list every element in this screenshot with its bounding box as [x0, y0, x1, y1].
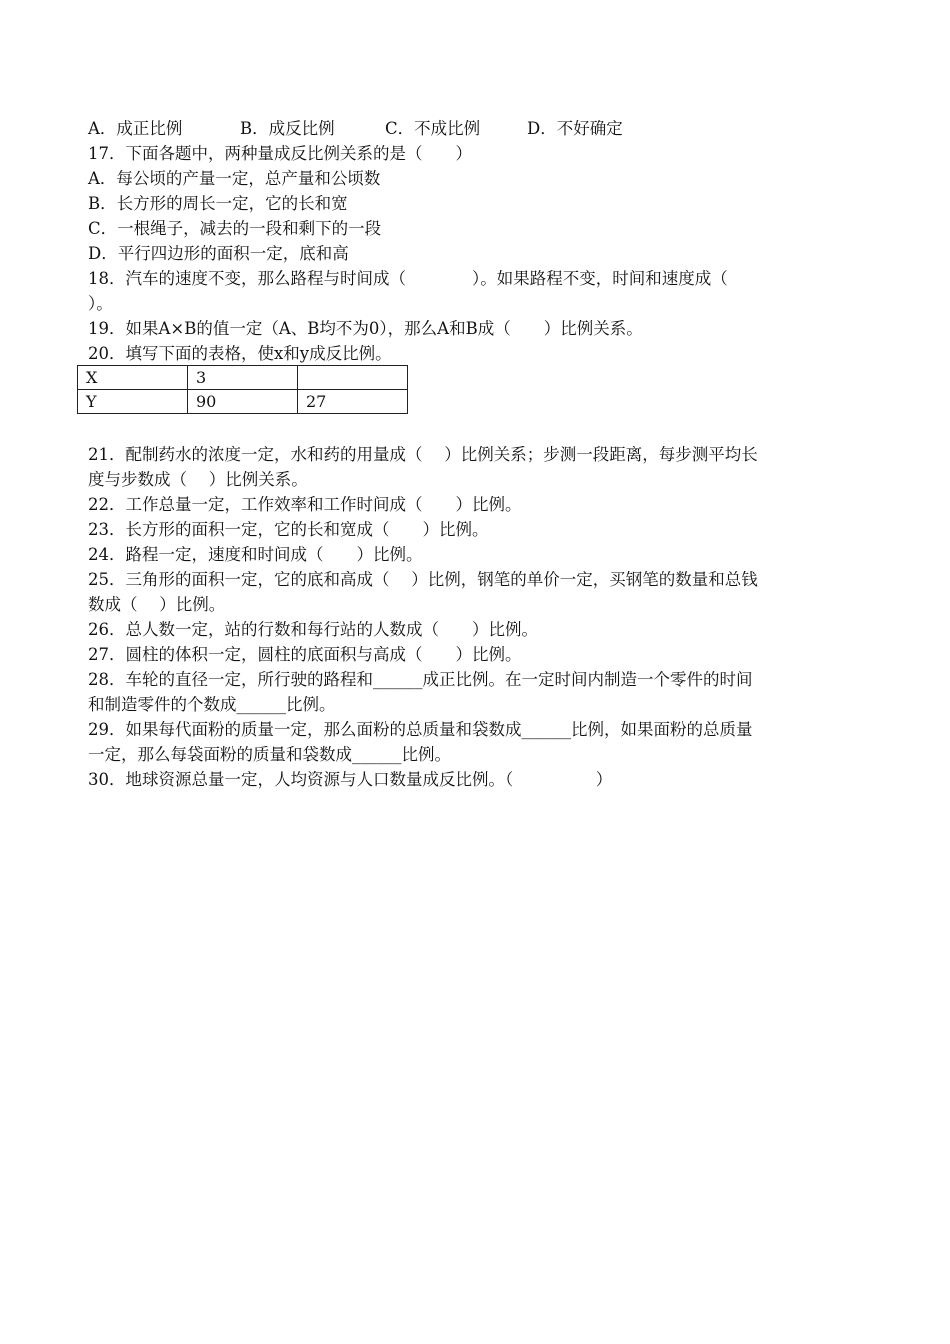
q27-text: 27．圆柱的体积一定，圆柱的底面积与高成（ ）比例。 [88, 645, 522, 664]
q18-text: 18．汽车的速度不变，那么路程与时间成（ ）。如果路程不变，时间和速度成（ [88, 269, 728, 288]
table-cell: 27 [298, 390, 408, 414]
q18-text-cont: ）。 [88, 294, 113, 313]
table-cell: 90 [188, 390, 298, 414]
q23-text: 23．长方形的面积一定，它的长和宽成（ ）比例。 [88, 520, 489, 539]
q21-text: 21．配制药水的浓度一定，水和药的用量成（ ）比例关系；步测一段距离，每步测平均长 [88, 445, 758, 464]
q26-text: 26．总人数一定，站的行数和每行站的人数成（ ）比例。 [88, 620, 538, 639]
q29-text: 29．如果每代面粉的质量一定，那么面粉的总质量和袋数成______比例，如果面粉的总质量 [88, 720, 753, 739]
q28-text-cont: 和制造零件的个数成______比例。 [88, 695, 336, 714]
table-row [78, 366, 408, 390]
q17-text: 17．下面各题中，两种量成反比例关系的是（ ） [88, 144, 472, 163]
q16-option-d: D．不好确定 [527, 119, 623, 138]
q29-text-cont: 一定，那么每袋面粉的质量和袋数成______比例。 [88, 745, 451, 764]
q17-option-b: B．长方形的周长一定，它的长和宽 [88, 194, 348, 213]
q16-option-a: A．成正比例 [88, 119, 183, 138]
table-cell: X [78, 366, 188, 390]
q28-text: 28．车轮的直径一定，所行驶的路程和______成正比例。在一定时间内制造一个零件的时间 [88, 670, 753, 689]
q19-text: 19．如果A×B的值一定（A、B均不为0），那么A和B成（ ）比例关系。 [88, 319, 643, 338]
q25-text-cont: 数成（ ）比例。 [88, 595, 226, 614]
q25-text: 25．三角形的面积一定，它的底和高成（ ）比例，钢笔的单价一定，买钢笔的数量和总钱 [88, 570, 758, 589]
q17-option-c: C．一根绳子，减去的一段和剩下的一段 [88, 219, 382, 238]
q16-options [88, 117, 868, 141]
q20-text: 20．填写下面的表格，使x和y成反比例。 [88, 344, 392, 363]
table-cell: Y [78, 390, 188, 414]
q24-text: 24．路程一定，速度和时间成（ ）比例。 [88, 545, 423, 564]
table-cell[interactable] [298, 366, 408, 390]
table-row [78, 390, 408, 414]
q17-option-a: A．每公顷的产量一定，总产量和公顷数 [88, 169, 381, 188]
q16-option-b: B．成反比例 [240, 119, 335, 138]
q16-option-c: C．不成比例 [385, 119, 481, 138]
q17-option-d: D．平行四边形的面积一定，底和高 [88, 244, 349, 263]
q30-text: 30．地球资源总量一定，人均资源与人口数量成反比例。（ ） [88, 770, 613, 789]
q22-text: 22．工作总量一定，工作效率和工作时间成（ ）比例。 [88, 495, 522, 514]
q21-text-cont: 度与步数成（ ）比例关系。 [88, 470, 308, 489]
table-cell: 3 [188, 366, 298, 390]
xy-table [77, 365, 408, 414]
